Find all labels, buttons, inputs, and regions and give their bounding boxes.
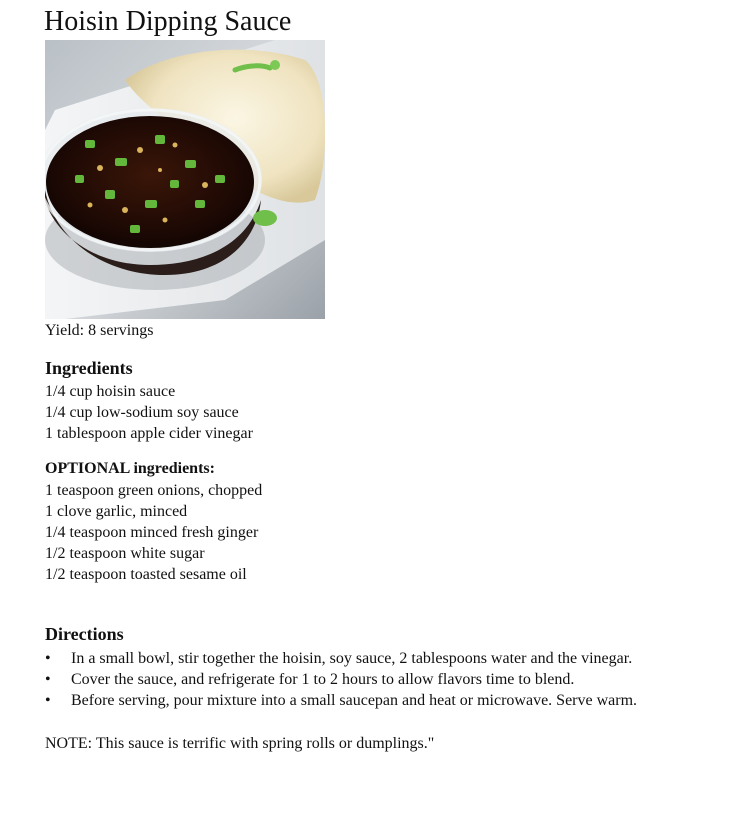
optional-ingredient-item: 1/4 teaspoon minced fresh ginger: [45, 524, 259, 541]
direction-step: [45, 648, 637, 669]
optional-ingredients-heading: OPTIONAL ingredients:: [45, 460, 215, 477]
bullet-icon: •: [45, 650, 51, 667]
ingredient-item: 1/4 cup low-sodium soy sauce: [45, 404, 239, 421]
optional-ingredients-list: [45, 480, 262, 585]
directions-heading: Directions: [45, 624, 124, 644]
optional-ingredient-item: 1 teaspoon green onions, chopped: [45, 482, 263, 499]
recipe-yield: Yield: 8 servings: [45, 322, 154, 339]
direction-step-text: Cover the sauce, and refrigerate for 1 to 2 hours to allow flavors time to blend.: [71, 671, 575, 688]
direction-step: [45, 669, 637, 690]
ingredient-item: 1 tablespoon apple cider vinegar: [45, 425, 253, 442]
optional-ingredient-item: 1/2 teaspoon toasted sesame oil: [45, 566, 247, 583]
ingredient-item: 1/4 cup hoisin sauce: [45, 383, 176, 400]
recipe-title: Hoisin Dipping Sauce: [44, 6, 292, 37]
bullet-icon: •: [45, 692, 51, 709]
optional-ingredient-item: 1/2 teaspoon white sugar: [45, 545, 205, 562]
ingredients-heading: Ingredients: [45, 358, 133, 378]
sauce-bowl-photo: [45, 40, 325, 319]
direction-step: [45, 690, 637, 711]
directions-list: [45, 648, 637, 711]
ingredients-list: [45, 381, 253, 444]
bullet-icon: •: [45, 671, 51, 688]
direction-step-text: Before serving, pour mixture into a small saucepan and heat or microwave. Serve warm.: [71, 692, 638, 709]
direction-step-text: In a small bowl, stir together the hoisin, soy sauce, 2 tablespoons water and the vinegar.: [71, 650, 633, 667]
recipe-note: NOTE: This sauce is terrific with spring rolls or dumplings.": [45, 735, 435, 752]
optional-ingredient-item: 1 clove garlic, minced: [45, 503, 188, 520]
